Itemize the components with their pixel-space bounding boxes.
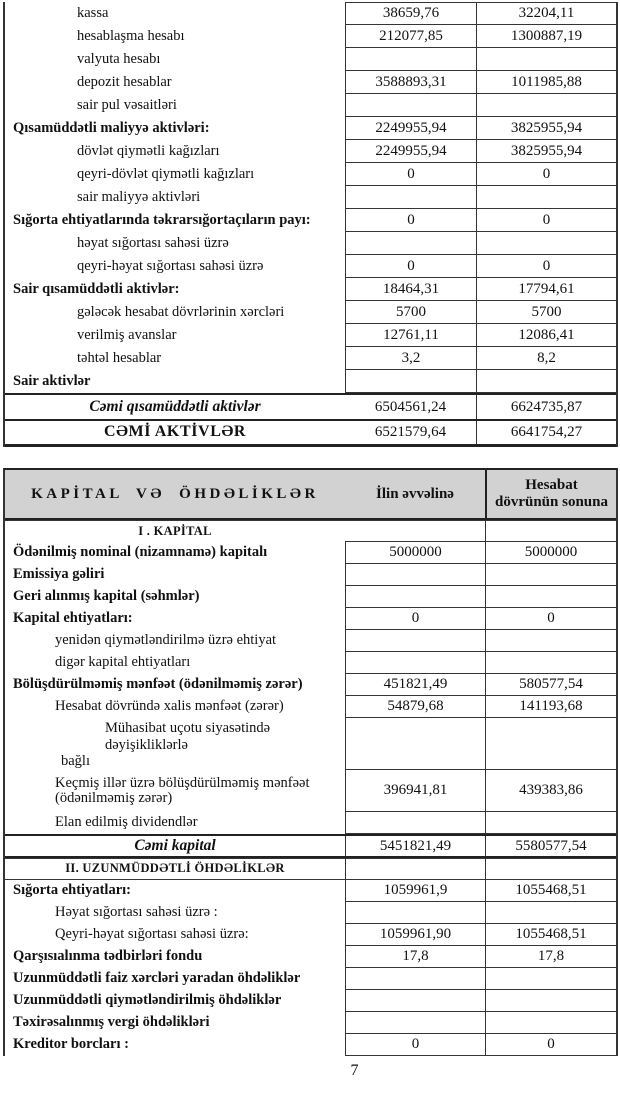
table-row xyxy=(5,2,616,25)
value-cell-v1: 5451821,49 xyxy=(345,836,485,856)
table-row xyxy=(5,209,616,232)
row-label: həyat sığortası sahəsi üzrə xyxy=(77,234,229,251)
row-label: gələcək hesabat dövrlərinin xərcləri xyxy=(77,303,285,320)
value-cell-v1 xyxy=(345,564,485,586)
table-row xyxy=(5,718,616,770)
row-label: qeyri-həyat sığortası sahəsi üzrə xyxy=(77,257,264,274)
value-cell-v1: 2249955,94 xyxy=(345,140,476,163)
value-cell-v2: 17,8 xyxy=(485,946,616,968)
value-cell-v1 xyxy=(345,859,485,879)
value-cell-v2: 32204,11 xyxy=(476,2,616,25)
table-row xyxy=(5,564,616,586)
capital-table-body xyxy=(5,520,616,1056)
table-row xyxy=(5,370,616,393)
table-row xyxy=(5,812,616,834)
value-cell-v1: 12761,11 xyxy=(345,324,476,347)
row-label: Elan edilmiş dividendlər xyxy=(55,814,198,831)
value-cell-v2 xyxy=(485,902,616,924)
row-label: Kapital ehtiyatları: xyxy=(13,610,133,627)
value-cell-v2: 0 xyxy=(485,608,616,630)
column-header-year-start: İlin əvvəlinə xyxy=(376,485,454,502)
row-label: hesablaşma hesabı xyxy=(77,27,185,44)
value-cell-v1: 5700 xyxy=(345,301,476,324)
table-row xyxy=(5,990,616,1012)
value-cell-v1: 1059961,90 xyxy=(345,924,485,946)
value-cell-v1 xyxy=(345,990,485,1012)
row-label: qeyri-dövlət qiymətli kağızları xyxy=(77,165,255,182)
value-cell-v2: 580577,54 xyxy=(485,674,616,696)
value-cell-v2 xyxy=(485,564,616,586)
capital-liabilities-table xyxy=(3,468,618,1056)
value-cell-v2 xyxy=(476,94,616,117)
row-label: Cəmi kapital xyxy=(134,836,216,854)
table-row xyxy=(5,347,616,370)
row-label: Sığorta ehtiyatları: xyxy=(13,882,131,899)
table-row xyxy=(5,858,616,880)
value-cell-v1: 3588893,31 xyxy=(345,71,476,94)
value-cell-v1: 3,2 xyxy=(345,347,476,370)
value-cell-v2: 1055468,51 xyxy=(485,924,616,946)
row-label: Qarşısıalınma tədbirləri fondu xyxy=(13,948,203,965)
document-page xyxy=(3,2,618,1056)
row-label: verilmiş avanslar xyxy=(77,326,177,343)
table-row xyxy=(5,630,616,652)
table-row xyxy=(5,301,616,324)
value-cell-v2: 12086,41 xyxy=(476,324,616,347)
table-row xyxy=(5,278,616,301)
value-cell-v2 xyxy=(485,718,616,770)
table-row xyxy=(5,1034,616,1056)
table-row xyxy=(5,542,616,564)
value-cell-v1 xyxy=(345,370,476,393)
value-cell-v2: 5580577,54 xyxy=(485,836,616,856)
row-label: valyuta hesabı xyxy=(77,50,161,67)
table-row xyxy=(5,946,616,968)
row-label: Kreditor borcları : xyxy=(13,1036,129,1053)
table-row xyxy=(5,419,616,447)
table-row xyxy=(5,25,616,48)
value-cell-v1 xyxy=(345,902,485,924)
row-label: Sığorta ehtiyatlarında təkrarsığortaçıların payı: xyxy=(13,211,311,228)
value-cell-v1: 0 xyxy=(345,608,485,630)
value-cell-v2 xyxy=(485,652,616,674)
value-cell-v2: 439383,86 xyxy=(485,770,616,812)
value-cell-v2 xyxy=(485,1012,616,1034)
row-label: Qısamüddətli maliyyə aktivləri: xyxy=(13,119,210,136)
value-cell-v1: 18464,31 xyxy=(345,278,476,301)
value-cell-v1 xyxy=(345,48,476,71)
value-cell-v2: 5000000 xyxy=(485,542,616,564)
table-row xyxy=(5,1012,616,1034)
capital-table-header xyxy=(5,470,616,520)
table-row xyxy=(5,48,616,71)
value-cell-v1 xyxy=(345,812,485,834)
value-cell-v1 xyxy=(345,1012,485,1034)
column-header-period-end: Hesabat dövrünün sonuna xyxy=(485,470,616,518)
value-cell-v2: 1300887,19 xyxy=(476,25,616,48)
value-cell-v1 xyxy=(345,186,476,209)
table-row xyxy=(5,324,616,347)
value-cell-v1: 1059961,9 xyxy=(345,880,485,902)
value-cell-v1: 0 xyxy=(345,163,476,186)
assets-table-body xyxy=(5,2,616,447)
table-row xyxy=(5,140,616,163)
value-cell-v2: 3825955,94 xyxy=(476,140,616,163)
value-cell-v2 xyxy=(476,232,616,255)
value-cell-v2: 1055468,51 xyxy=(485,880,616,902)
row-label: Sair qısamüddətli aktivlər: xyxy=(13,280,180,297)
value-cell-v1 xyxy=(345,718,485,770)
table-row xyxy=(5,117,616,140)
value-cell-v2: 3825955,94 xyxy=(476,117,616,140)
table-row xyxy=(5,186,616,209)
capital-table-title: KAPİTAL VƏ ÖHDƏLİKLƏR xyxy=(31,485,319,502)
row-label: digər kapital ehtiyatları xyxy=(55,654,191,671)
row-label: Keçmiş illər üzrə bölüşdürülməmiş mənfəət (ödənilməmiş zərər) xyxy=(55,774,310,806)
row-label: Emissiya gəliri xyxy=(13,566,105,583)
value-cell-v1: 17,8 xyxy=(345,946,485,968)
value-cell-v2 xyxy=(476,48,616,71)
row-label: Həyat sığortası sahəsi üzrə : xyxy=(55,904,218,921)
row-label xyxy=(5,718,345,770)
value-cell-v2 xyxy=(476,186,616,209)
table-row xyxy=(5,696,616,718)
row-label-line: bağlı xyxy=(61,753,90,769)
value-cell-v2: 5700 xyxy=(476,301,616,324)
row-label: Qeyri-həyat sığortası sahəsi üzrə: xyxy=(55,926,249,943)
value-cell-v2 xyxy=(485,630,616,652)
table-row xyxy=(5,586,616,608)
value-cell-v2 xyxy=(485,859,616,879)
row-label: CƏMİ AKTİVLƏR xyxy=(103,423,247,441)
row-label: dövlət qiymətli kağızları xyxy=(77,142,220,159)
table-row xyxy=(5,94,616,117)
table-row xyxy=(5,880,616,902)
value-cell-v2: 0 xyxy=(476,163,616,186)
value-cell-v2 xyxy=(476,370,616,393)
value-cell-v1: 38659,76 xyxy=(345,2,476,25)
row-label: I . KAPİTAL xyxy=(138,523,212,538)
value-cell-v2: 17794,61 xyxy=(476,278,616,301)
table-row xyxy=(5,834,616,858)
row-label: Uzunmüddətli qiymətləndirilmiş öhdəliklər xyxy=(13,992,282,1009)
table-row xyxy=(5,924,616,946)
row-label: Uzunmüddətli faiz xərcləri yaradan öhdəliklər xyxy=(13,970,301,987)
row-label: yenidən qiymətləndirilmə üzrə ehtiyat xyxy=(55,632,277,649)
value-cell-v1: 6521579,64 xyxy=(374,424,447,440)
value-cell-v2 xyxy=(485,812,616,834)
row-label: II. UZUNMÜDDƏTLİ ÖHDƏLİKLƏR xyxy=(65,861,285,876)
assets-table xyxy=(3,2,618,447)
value-cell-v2: 8,2 xyxy=(476,347,616,370)
value-cell-v1 xyxy=(345,232,476,255)
value-cell-v2: 6641754,27 xyxy=(476,421,616,444)
value-cell-v1 xyxy=(345,652,485,674)
table-row xyxy=(5,393,616,419)
row-label: sair maliyyə aktivləri xyxy=(77,188,201,205)
row-label: sair pul vəsaitləri xyxy=(77,96,177,113)
row-label: Cəmi qısamüddətli aktivlər xyxy=(89,397,261,415)
value-cell-v1: 6504561,24 xyxy=(374,398,447,415)
table-row xyxy=(5,770,616,812)
value-cell-v1: 54879,68 xyxy=(345,696,485,718)
value-cell-v1: 212077,85 xyxy=(345,25,476,48)
value-cell-v2: 0 xyxy=(476,255,616,278)
value-cell-v2: 6624735,87 xyxy=(476,395,616,419)
value-cell-v1: 451821,49 xyxy=(345,674,485,696)
value-cell-v2: 1011985,88 xyxy=(476,71,616,94)
value-cell-v2: 0 xyxy=(476,209,616,232)
row-label: Bölüşdürülməmiş mənfəət (ödənilməmiş zərər) xyxy=(13,676,303,693)
row-label: təhtəl hesablar xyxy=(77,349,162,366)
table-row xyxy=(5,520,616,542)
value-cell-v1: 0 xyxy=(345,255,476,278)
row-label: Sair aktivlər xyxy=(13,372,91,389)
table-row xyxy=(5,163,616,186)
table-row xyxy=(5,652,616,674)
table-row xyxy=(5,968,616,990)
row-label: Geri alınmış kapital (səhmlər) xyxy=(13,588,200,605)
row-label: Hesabat dövründə xalis mənfəət (zərər) xyxy=(55,698,284,715)
value-cell-v1: 0 xyxy=(345,209,476,232)
value-cell-v2 xyxy=(485,586,616,608)
table-row xyxy=(5,902,616,924)
value-cell-v1: 5000000 xyxy=(345,542,485,564)
value-cell-v1: 396941,81 xyxy=(345,770,485,812)
value-cell-v2 xyxy=(485,968,616,990)
value-cell-v1 xyxy=(345,630,485,652)
value-cell-v1: 2249955,94 xyxy=(345,117,476,140)
table-row xyxy=(5,71,616,94)
table-row xyxy=(5,608,616,630)
value-cell-v2: 0 xyxy=(485,1034,616,1056)
value-cell-v1 xyxy=(345,94,476,117)
row-label: Təxirəsalınmış vergi öhdəlikləri xyxy=(13,1014,210,1031)
table-row xyxy=(5,674,616,696)
value-cell-v1 xyxy=(345,968,485,990)
value-cell-v2 xyxy=(485,521,616,542)
value-cell-v1 xyxy=(345,586,485,608)
page-number: 7 xyxy=(350,1062,359,1079)
table-row xyxy=(5,232,616,255)
row-label: depozit hesablar xyxy=(77,73,172,90)
value-cell-v2: 141193,68 xyxy=(485,696,616,718)
value-cell-v2 xyxy=(485,990,616,1012)
value-cell-v1: 0 xyxy=(345,1034,485,1056)
table-row xyxy=(5,255,616,278)
row-label: Ödənilmiş nominal (nizamnamə) kapitalı xyxy=(13,544,268,561)
row-label: kassa xyxy=(77,4,109,21)
value-cell-v1 xyxy=(345,521,485,542)
row-label-line: Mühasibat uçotu siyasətində dəyişikliklərlə xyxy=(105,720,271,753)
